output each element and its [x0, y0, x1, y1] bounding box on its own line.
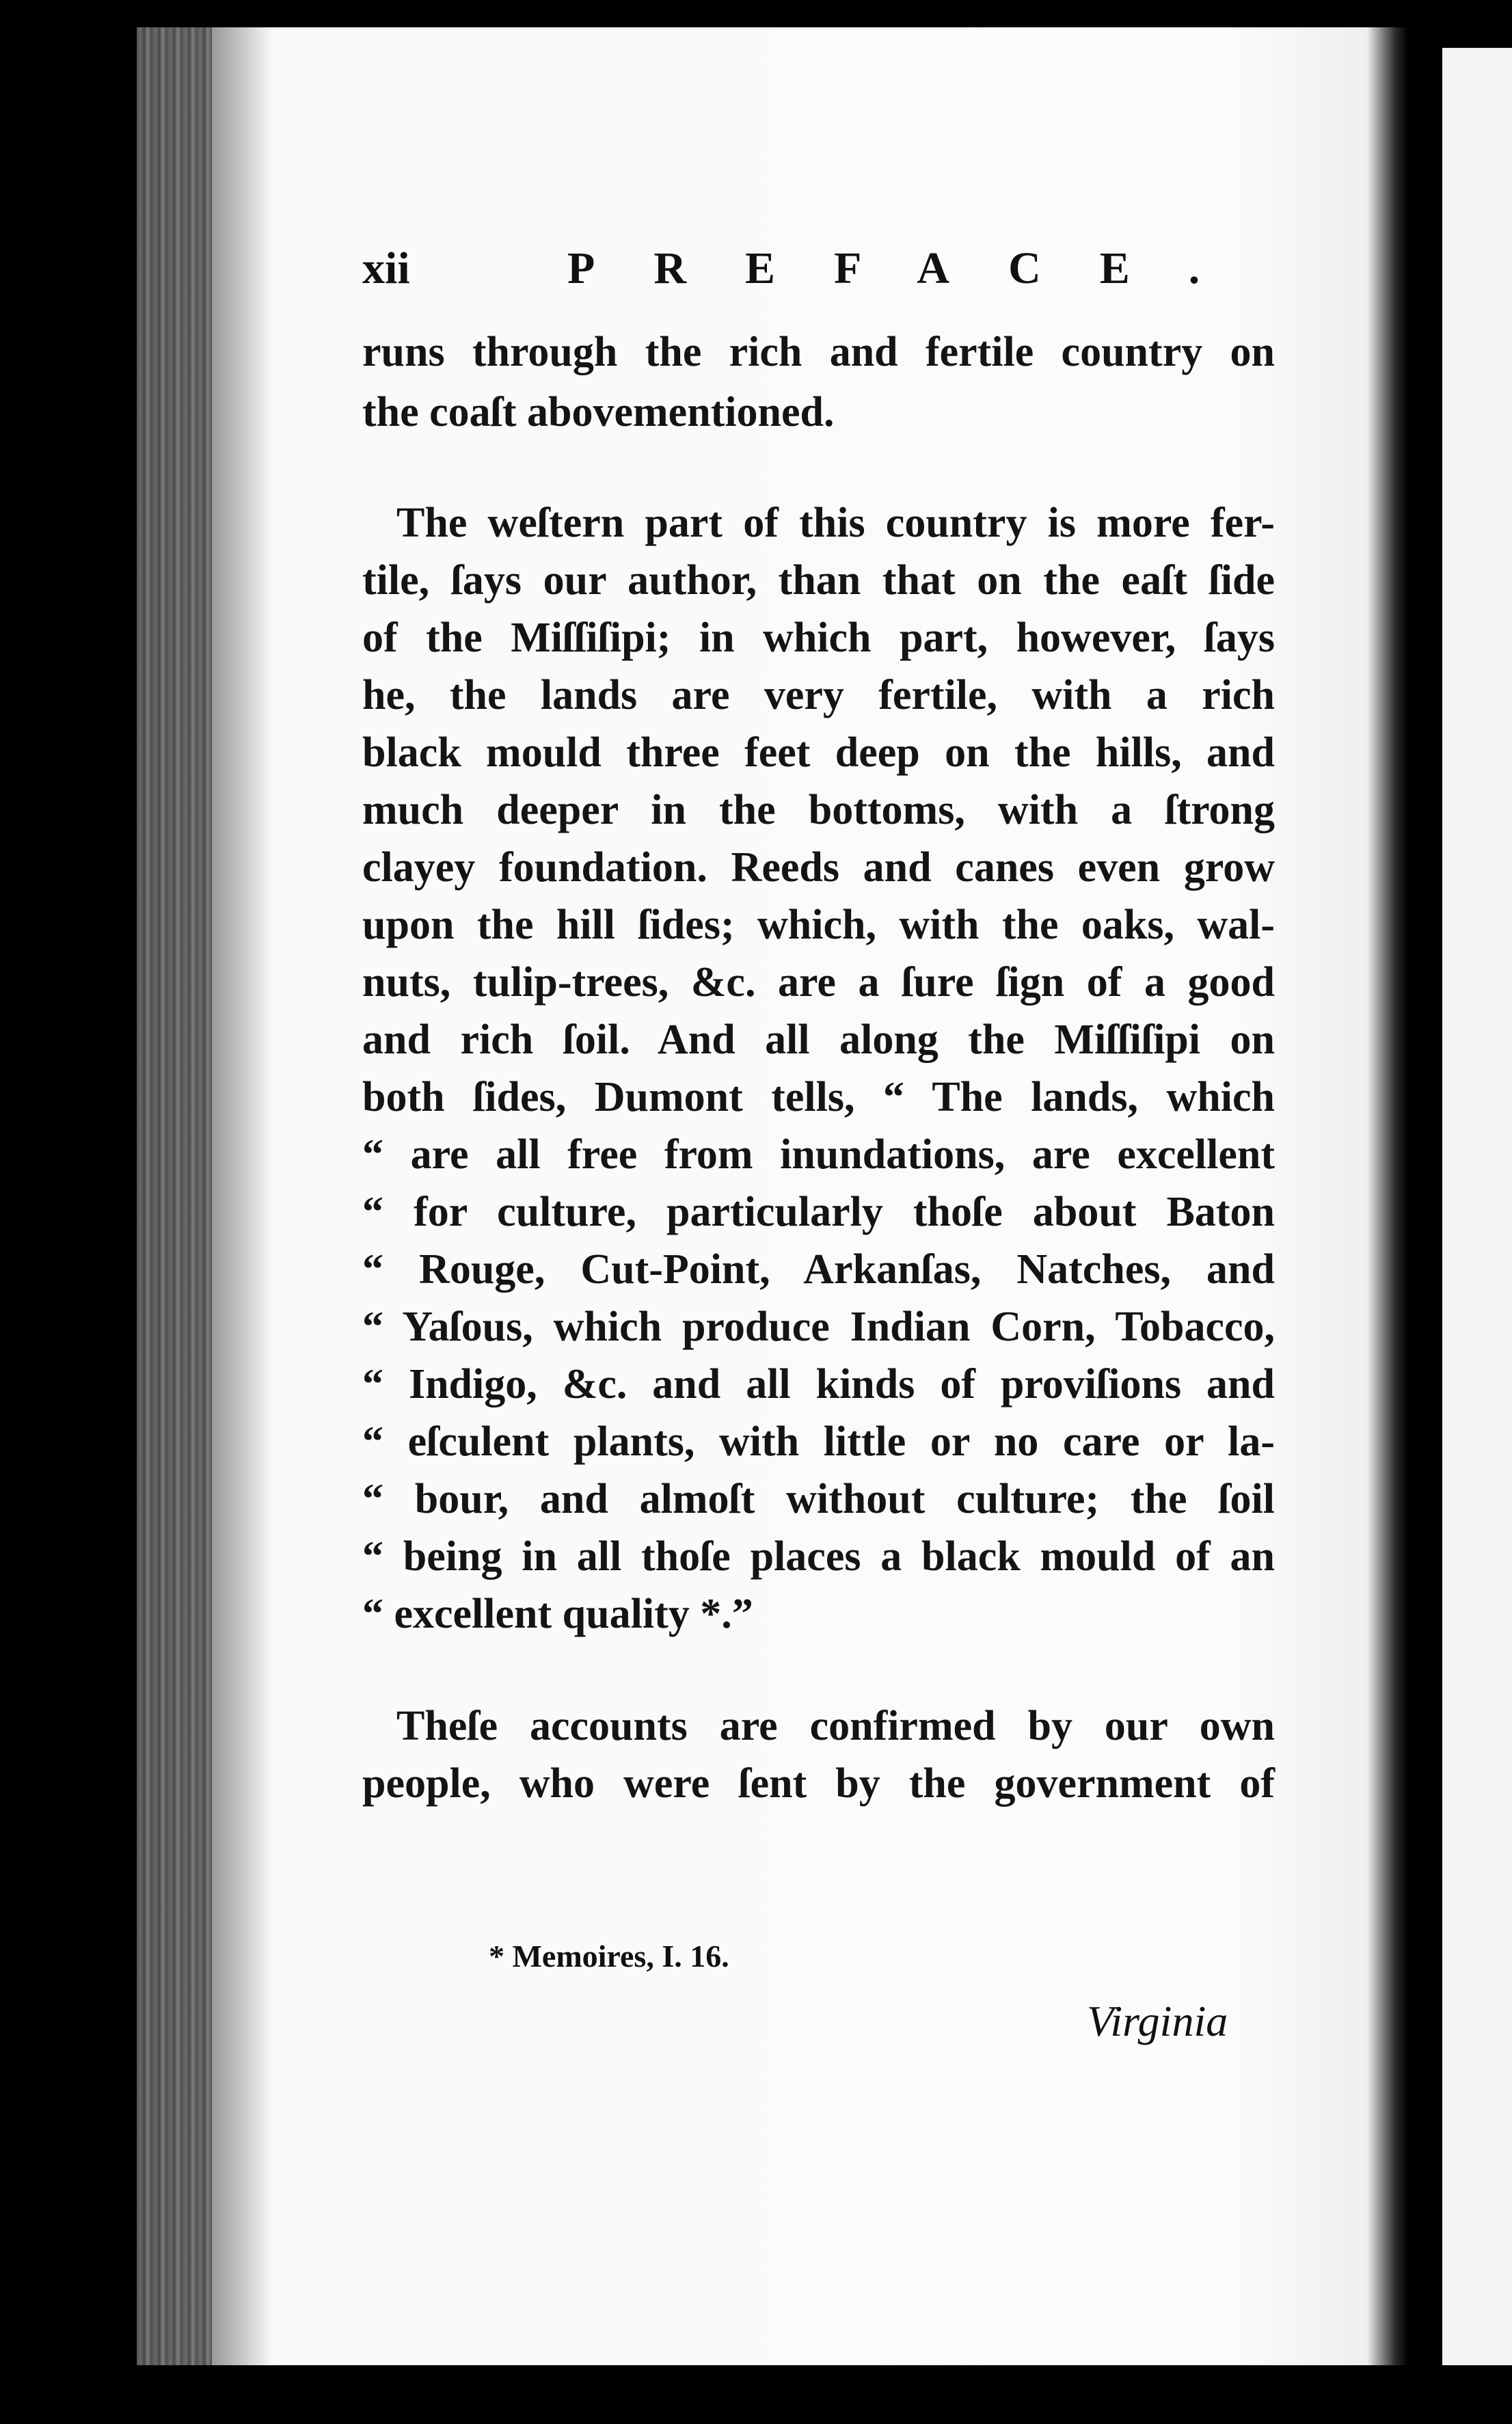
text-line: “ being in all thoſe places a black mould of an — [362, 1533, 1275, 1580]
text-line: “ bour, and almoſt without culture; the ſoil — [362, 1476, 1275, 1522]
footnote: * Memoires, I. 16. — [489, 1939, 729, 1974]
text-line: “ Rouge, Cut-Point, Arkanſas, Natches, and — [362, 1246, 1275, 1293]
page-number: xii — [362, 243, 410, 293]
text-line: “ Indigo, &c. and all kinds of proviſions and — [362, 1361, 1275, 1408]
text-line: “ eſculent plants, with little or no care or la- — [362, 1418, 1275, 1465]
text-line: runs through the rich and fertile country on — [362, 329, 1275, 375]
text-line: black mould three feet deep on the hills, and — [362, 729, 1275, 776]
text-line: the coaſt abovementioned. — [362, 389, 835, 435]
page-header — [362, 243, 1271, 304]
catchword: Virginia — [1087, 1997, 1228, 2045]
text-line: clayey foundation. Reeds and canes even grow — [362, 844, 1275, 891]
text-line: and rich ſoil. And all along the Miſſiſipi on — [362, 1016, 1275, 1063]
text-line: “ for culture, particularly thoſe about Baton — [362, 1189, 1275, 1235]
text-line: he, the lands are very fertile, with a rich — [362, 672, 1275, 718]
text-line: Theſe accounts are confirmed by our own — [396, 1703, 1275, 1749]
text-line: “ excellent quality *.” — [362, 1591, 753, 1637]
text-line: nuts, tulip-trees, &c. are a ſure ſign of a good — [362, 959, 1275, 1006]
text-line: upon the hill ſides; which, with the oaks, wal- — [362, 902, 1275, 948]
facing-page-edge — [1442, 48, 1512, 2365]
text-line: people, who were ſent by the government of — [362, 1760, 1275, 1807]
text-line: much deeper in the bottoms, with a ſtrong — [362, 787, 1275, 833]
text-line: “ are all free from inundations, are excellent — [362, 1131, 1275, 1178]
running-title: PREFACE. — [567, 243, 1259, 293]
page-right-edge — [1367, 27, 1408, 2365]
text-line: both ſides, Dumont tells, “ The lands, which — [362, 1074, 1275, 1120]
text-line: The weſtern part of this country is more fer- — [396, 500, 1275, 546]
text-line: tile, ſays our author, than that on the eaſt ſide — [362, 557, 1275, 604]
text-line: of the Miſſiſipi; in which part, however, ſays — [362, 615, 1275, 661]
text-line: “ Yaſous, which produce Indian Corn, Tobacco, — [362, 1304, 1275, 1350]
page-gutter-shadow — [137, 27, 212, 2365]
